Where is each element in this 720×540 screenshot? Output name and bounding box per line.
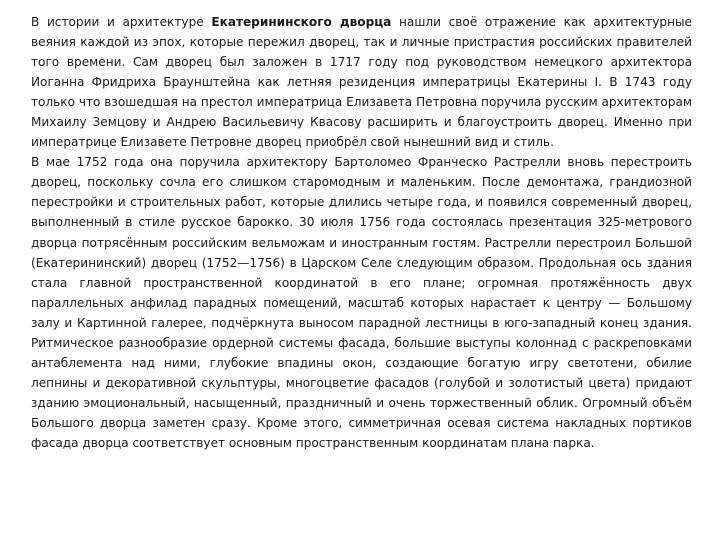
palace-name-bold: Екатерининского дворца xyxy=(211,15,392,29)
paragraph-rastrelli: В мае 1752 года она поручила архитектору Бартоломео Франческо Растрелли вновь перестроить дворец, поскольку сочла его слишком старомодным и маленьким. После демонтажа, грандиозной перестройки и строительных работ, которые длились четыре года, и появился современный дворец, выполненный в стиле русское барокко. 30 июля 1756 года состоялась презентация 325-метрового дворца потрясённым российским вельможам и иностранным гостям. Растрелли перестроил Большой (Екатерининский) дворец (1752—1756) в Царском Селе следующим образом. Продольная ось здания стала главной пространственной координатой в его плане; огромная протяжённость двух параллельных анфилад парадных помещений, масштаб которых нарастает к центру — Большому залу и Картинной галерее, подчёркнута выносом парадной лестницы в юго-западный конец здания. Ритмическое разнообразие ордерной системы фасада, большие выступы колоннад с раскреповками антаблемента над ними, глубокие впадины окон, создающие богатую игру светотени, обилие лепнины и декоративной скульптуры, многоцветие фасадов (голубой и золотистый цвета) придают зданию эмоциональный, насыщенный, праздничный и очень торжественный облик. Огромный объём Большого дворца заметен сразу. Кроме этого, симметричная осевая система накладных портиков фасада дворца соответствует основным пространственным координатам плана парка. xyxy=(31,155,692,450)
body-text xyxy=(31,12,692,453)
paragraph-intro-lead: В истории и архитектуре xyxy=(31,15,212,29)
paragraph-intro-body: нашли своё отражение как архитектурные веяния каждой из эпох, которые пережил дворец, так и личные пристрастия российских правителей того времени. Сам дворец был заложен в 1717 году под руководством немецкого архитектора Иоганна Фридриха Браунштейна как летняя резиденция императрицы Екатерины I. В 1743 году только что взошедшая на престол императрица Елизавета Петровна поручила русским архитекторам Михаилу Земцову и Андрею Васильевичу Квасову расширить и благоустроить дворец. Именно при императрице Елизавете Петровне дворец приобрёл свой нынешний вид и стиль. xyxy=(31,15,692,150)
paragraph-intro xyxy=(31,12,692,152)
